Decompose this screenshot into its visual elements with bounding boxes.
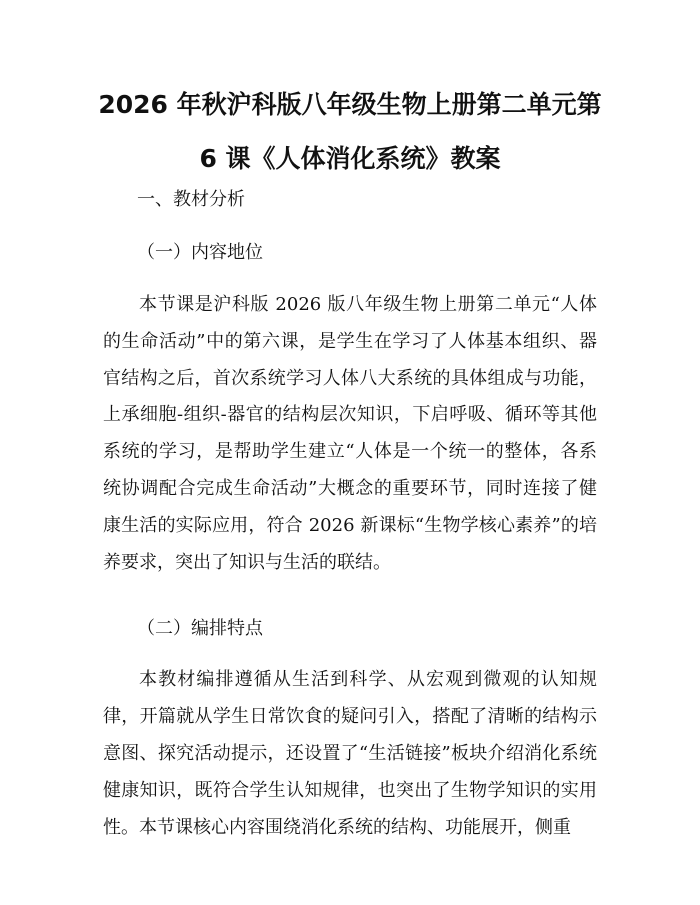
subsection-heading-layout-features: （二）编排特点 <box>137 618 263 640</box>
document-body <box>103 188 597 846</box>
title-line-1: 2026 年秋沪科版八年级生物上册第二单元第 <box>98 90 602 119</box>
paragraph-layout-features: 本教材编排遵循从生活到科学、从宏观到微观的认知规律，开篇就从学生日常饮食的疑问引入，搭配了清晰的结构示意图、探究活动提示，还设置了“生活链接”板块介绍消化系统健康知识，既符合学生认知规律，也突出了生物学知识的实用性。本节课核心内容围绕消化系统的结构、功能展开，侧重 <box>103 669 597 838</box>
paragraph-content-position: 本节课是沪科版 2026 版八年级生物上册第二单元“人体的生命活动”中的第六课，是学生在学习了人体基本组织、器官结构之后，首次系统学习人体八大系统的具体组成与功能，上承细胞-组织-器官的结构层次知识，下启呼吸、循环等其他系统的学习，是帮助学生建立“人体是一个统一的整体，各系统协调配合完成生命活动”大概念的重要环节，同时连接了健康生活的实际应用，符合 2026 新课标“生物学核心素养”的培养要求，突出了知识与生活的联结。 <box>103 294 597 573</box>
document-title <box>95 78 605 186</box>
title-line-2: 6 课《人体消化系统》教案 <box>199 144 501 173</box>
section-heading-teaching-material-analysis: 一、教材分析 <box>137 189 245 210</box>
subsection-heading-content-position: （一）内容地位 <box>137 242 263 263</box>
